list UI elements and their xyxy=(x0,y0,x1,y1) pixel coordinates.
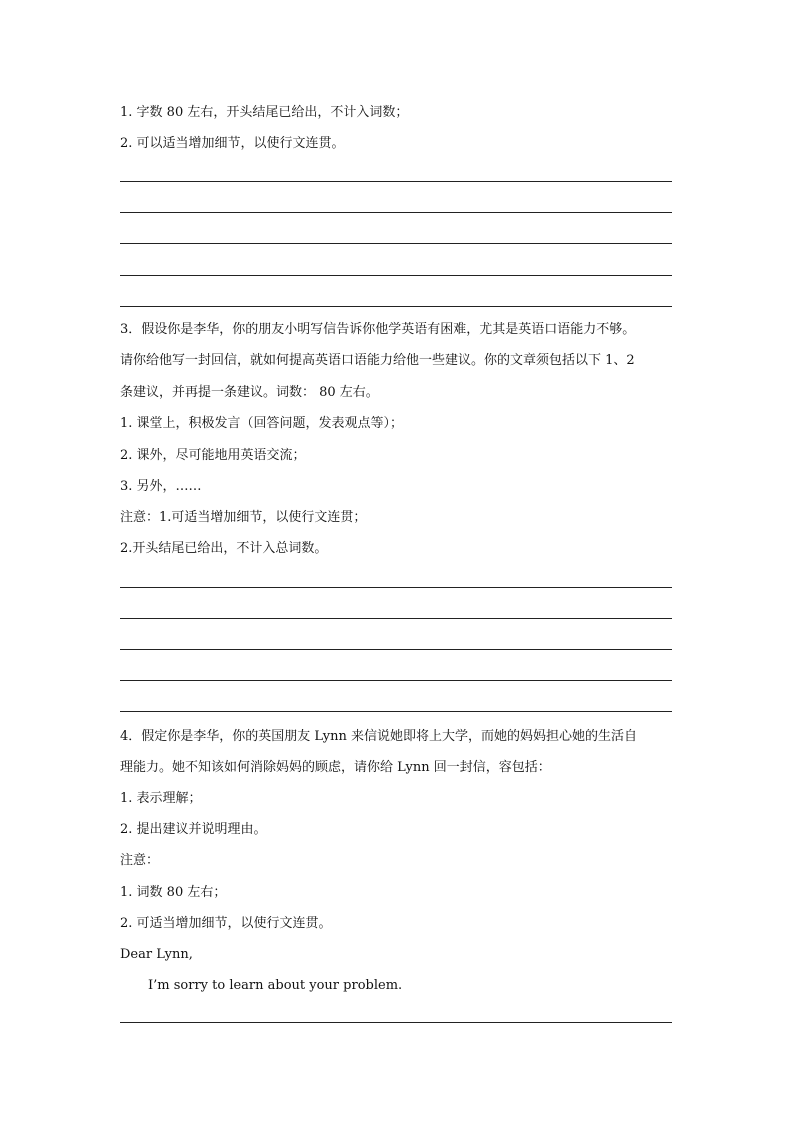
q3-item: 1. 课堂上，积极发言（回答问题，发表观点等）； xyxy=(120,416,404,431)
q3-note: 2.开头结尾已给出，不计入总词数。 xyxy=(120,541,328,556)
answer-line xyxy=(120,587,672,588)
answer-line xyxy=(120,212,672,213)
q3-prompt-line: 条建议，并再提一条建议。词数： 80 左右。 xyxy=(120,385,379,400)
q3-prompt-line: 3．假设你是李华，你的朋友小明写信告诉你他学英语有困难，尤其是英语口语能力不够。 xyxy=(120,322,636,337)
q4-prompt-line: 理能力。她不知该如何消除妈妈的顾虑，请你给 Lynn 回一封信，容包括： xyxy=(120,760,551,775)
letter-salutation: Dear Lynn, xyxy=(120,947,193,962)
answer-line xyxy=(120,680,672,681)
answer-line xyxy=(120,306,672,307)
answer-line xyxy=(120,275,672,276)
q4-prompt-line: 4．假定你是李华，你的英国朋友 Lynn 来信说她即将上大学，而她的妈妈担心她的生活自 xyxy=(120,729,638,744)
q3-note: 注意：1.可适当增加细节，以使行文连贯； xyxy=(120,510,367,525)
q4-note: 2. 可适当增加细节，以使行文连贯。 xyxy=(120,916,332,931)
answer-line xyxy=(120,649,672,650)
answer-line xyxy=(120,243,672,244)
answer-line xyxy=(120,711,672,712)
q4-item: 2. 提出建议并说明理由。 xyxy=(120,822,267,837)
answer-line xyxy=(120,181,672,182)
requirement-1: 1. 字数 80 左右，开头结尾已给出，不计入词数； xyxy=(120,105,409,120)
q4-note: 1. 词数 80 左右； xyxy=(120,885,227,900)
answer-line xyxy=(120,1022,672,1023)
letter-opening: I’m sorry to learn about your problem. xyxy=(148,978,403,993)
answer-line xyxy=(120,618,672,619)
q3-item: 3. 另外，…… xyxy=(120,479,202,494)
q4-item: 1. 表示理解； xyxy=(120,791,202,806)
q3-item: 2. 课外，尽可能地用英语交流； xyxy=(120,448,306,463)
q3-prompt-line: 请你给他写一封回信，就如何提高英语口语能力给他一些建议。你的文章须包括以下 1、2 xyxy=(120,353,635,368)
requirement-2: 2. 可以适当增加细节，以使行文连贯。 xyxy=(120,136,345,151)
q4-note-heading: 注意： xyxy=(120,853,160,868)
